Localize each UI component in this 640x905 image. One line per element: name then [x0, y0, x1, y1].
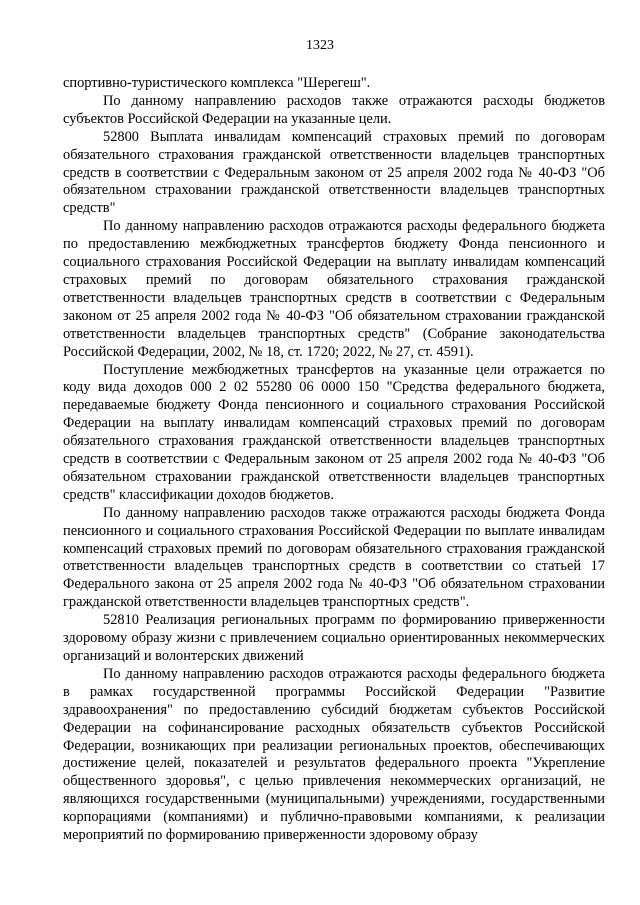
paragraph: По данному направлению расходов отражаются расходы федерального бюджета по предоставлению межбюджетных трансфертов бюджету Фонда пенсионного и социального страхования Российской Федерации на выплату инвалидам компенсаций страховых премий по договорам обязательного страхования гражданской ответственности владельцев транспортных средств в соответствии с Федеральным законом от 25 апреля 2002 года № 40-ФЗ "Об обязательном страховании гражданской ответственности владельцев транспортных средств" (Собрание законодательства Российской Федерации, 2002, № 18, ст. 1720; 2022, № 27, ст. 4591). [63, 218, 605, 360]
paragraph: 52800 Выплата инвалидам компенсаций страховых премий по договорам обязательного страхования гражданской ответственности владельцев транспортных средств в соответствии с Федеральным законом от 25 апреля 2002 года № 40-ФЗ "Об обязательном страховании гражданской ответственности владельцев транспортных средств" [63, 128, 605, 217]
paragraph: Поступление межбюджетных трансфертов на указанные цели отражается по коду вида доходов 000 2 02 55280 06 0000 150 "Средства федерального бюджета, передаваемые бюджету Фонда пенсионного и социального страхования Российской Федерации на выплату инвалидам компенсаций страховых премий по договорам обязательного страхования гражданской ответственности владельцев транспортных средств в соответствии с Федеральным законом от 25 апреля 2002 года № 40-ФЗ "Об обязательном страховании гражданской ответственности владельцев транспортных средств" классификации доходов бюджетов. [63, 361, 605, 503]
page-number: 1323 [306, 38, 334, 53]
paragraph: По данному направлению расходов также отражаются расходы бюджетов субъектов Российской Федерации на указанные цели. [63, 92, 605, 127]
paragraph: спортивно-туристического комплекса "Шерегеш". [63, 75, 371, 91]
paragraph: По данному направлению расходов отражаются расходы федерального бюджета в рамках государственной программы Российской Федерации "Развитие здравоохранения" по предоставлению субсидий бюджетам субъектов Российской Федерации на софинансирование расходных обязательств субъектов Российской Федерации, возникающих при реализации региональных проектов, обеспечивающих достижение целей, показателей и результатов федерального проекта "Укрепление общественного здоровья", с целью привлечения некоммерческих организаций, не являющихся государственными (муниципальными) учреждениями, государственными корпорациями (компаниями) и публично-правовыми компаниями, к реализации мероприятий по формированию приверженности здоровому образу [63, 665, 605, 844]
paragraph: По данному направлению расходов также отражаются расходы бюджета Фонда пенсионного и социального страхования Российской Федерации по выплате инвалидам компенсаций страховых премий по договорам обязательного страхования гражданской ответственности владельцев транспортных средств в соответствии со статьей 17 Федерального закона от 25 апреля 2002 года № 40-ФЗ "Об обязательном страховании гражданской ответственности владельцев транспортных средств". [63, 504, 605, 611]
document-body [63, 75, 605, 845]
paragraph: 52810 Реализация региональных программ по формированию приверженности здоровому образу жизни с привлечением социально ориентированных некоммерческих организаций и волонтерских движений [63, 612, 605, 664]
